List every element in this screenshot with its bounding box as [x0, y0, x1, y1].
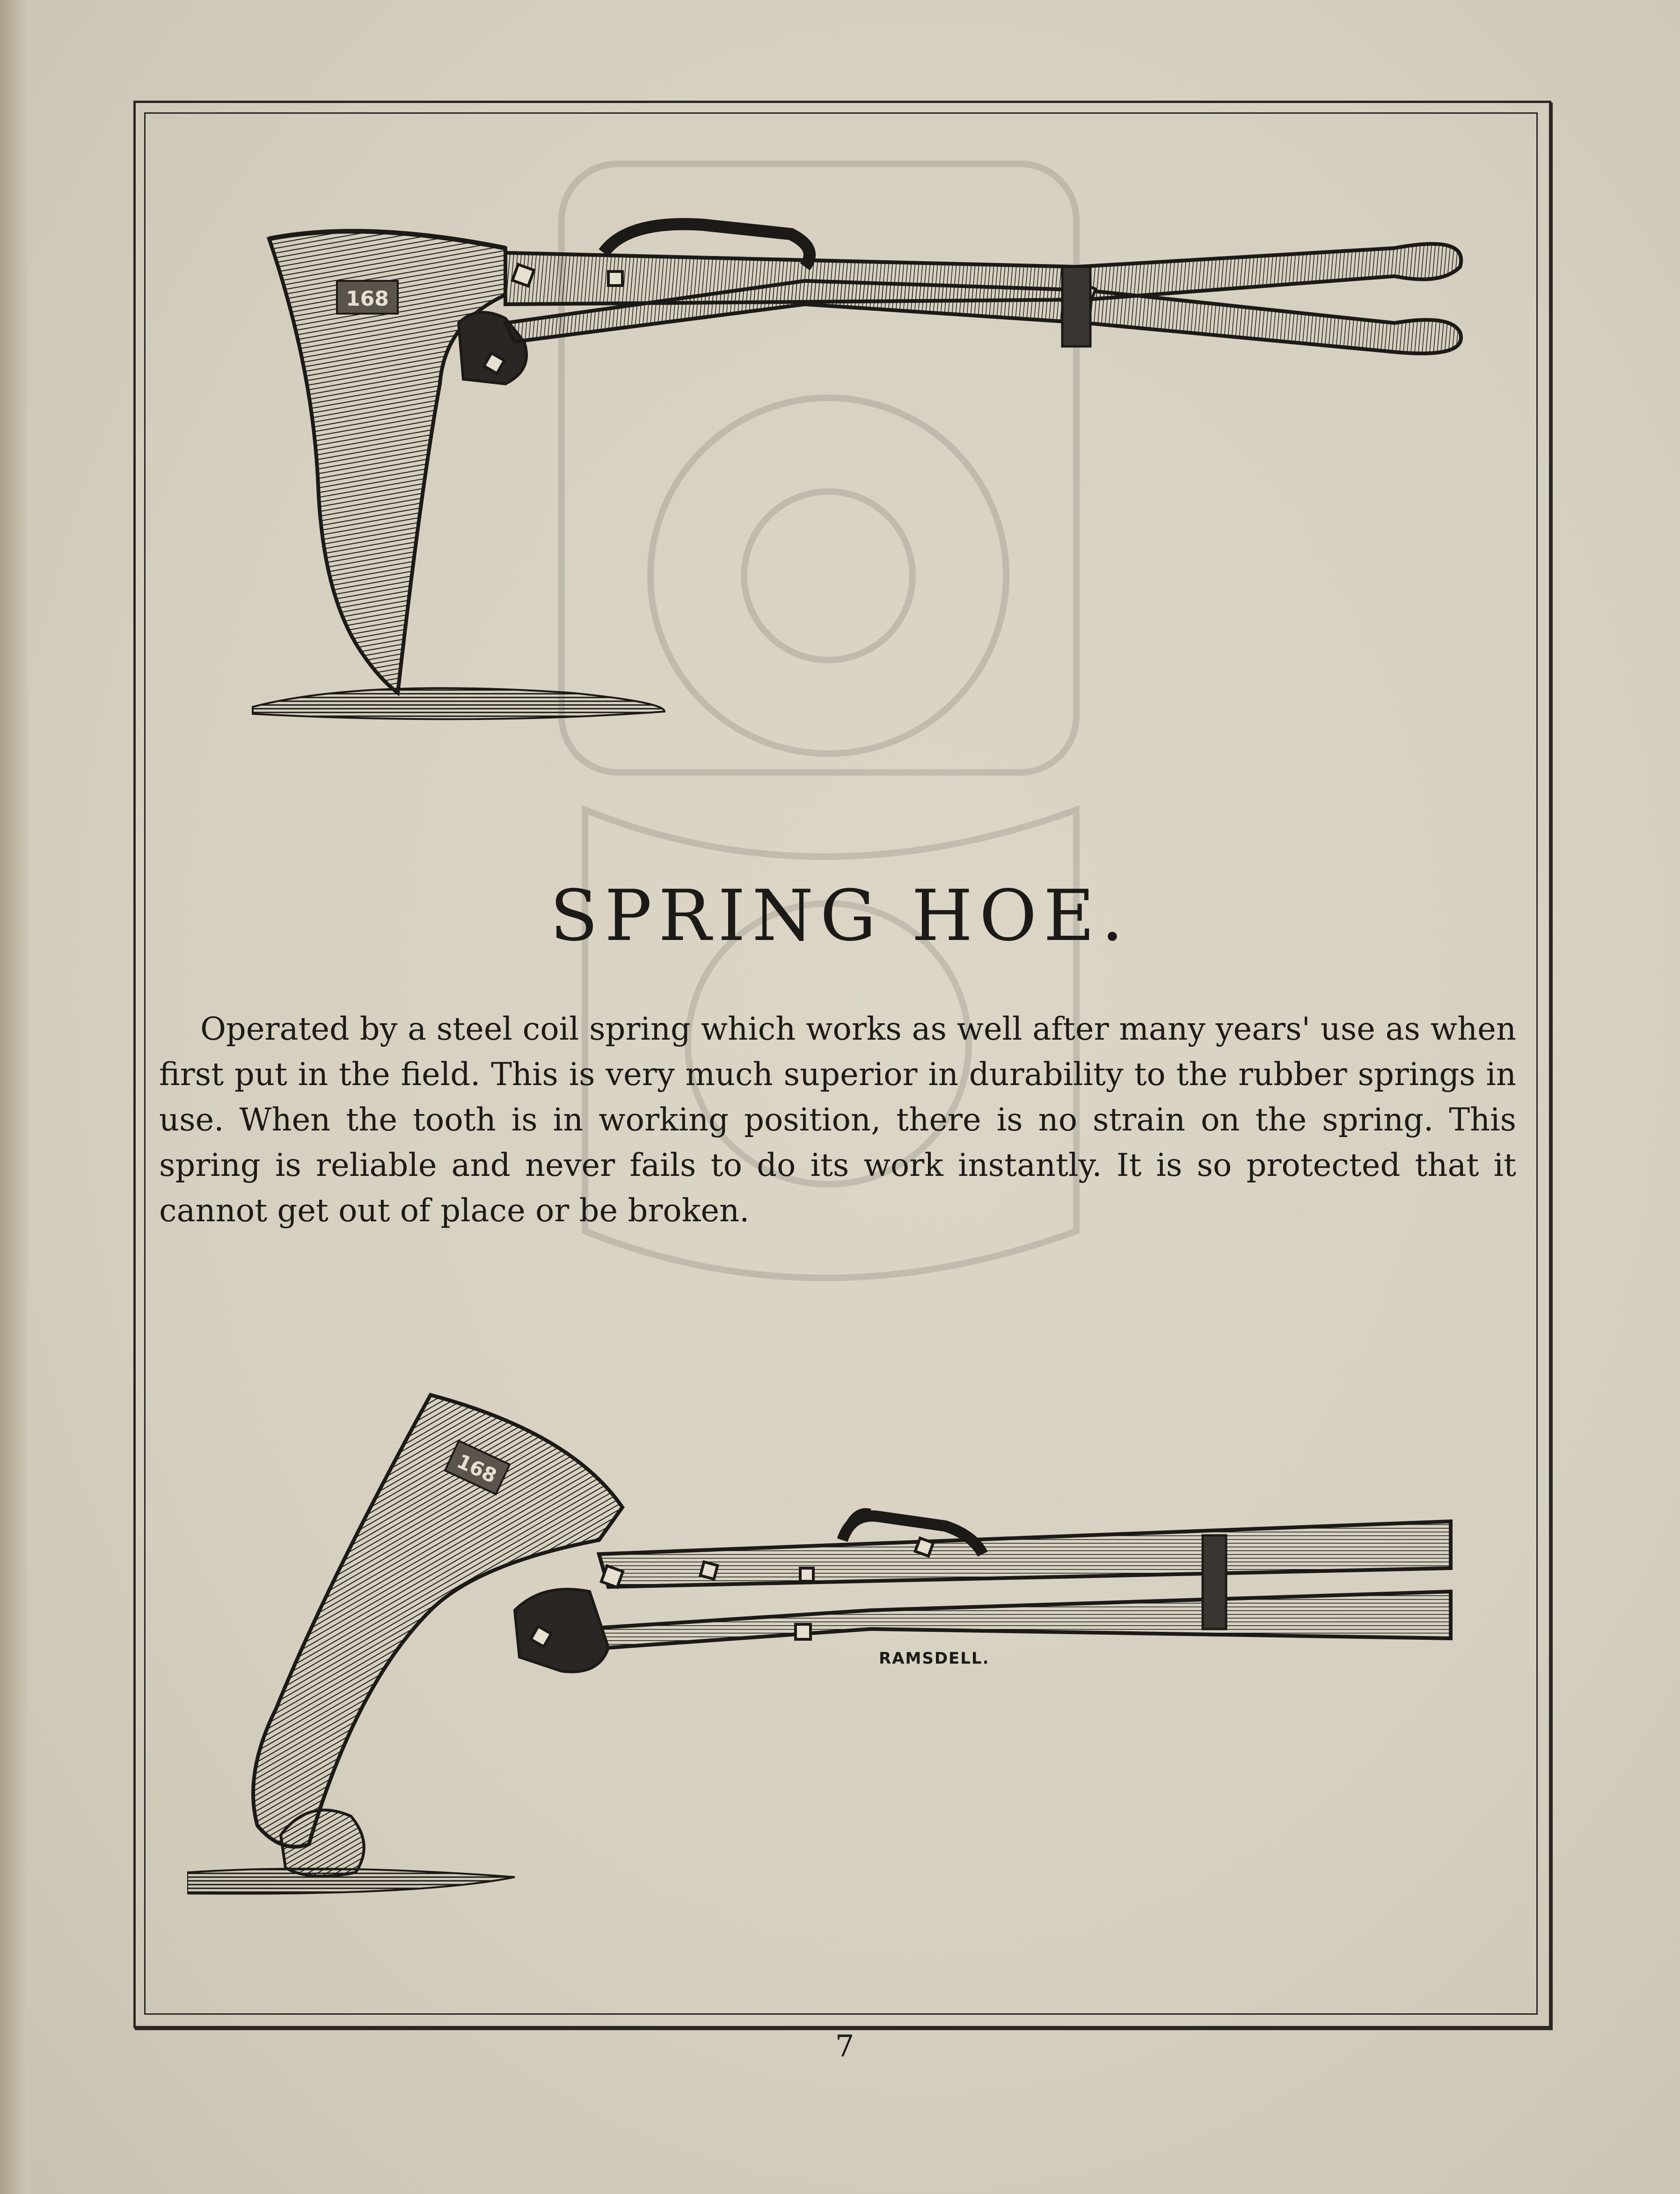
page-number: 7 — [835, 2029, 855, 2064]
spring-hoe-working-illustration — [187, 1386, 1465, 1919]
spring-hoe-raised-illustration — [243, 206, 1479, 744]
top-hoe-number: 168 — [346, 287, 389, 311]
engraver-credit: RAMSDELL. — [879, 1649, 990, 1668]
page-title: SPRING HOE. — [550, 875, 1130, 957]
page-binding-edge — [0, 0, 28, 2194]
bottom-hoe-number: 168 — [453, 1449, 501, 1488]
product-description: Operated by a steel coil spring which works as well after many years' use as when first put in the field. This is very much superior in durability to the rubber springs in use. When the tooth is in working position, there is no strain on the spring. This spring is reliable and never fails to do its work instantly. It is so protected that it cannot get out of place or be broken. — [159, 1011, 1516, 1229]
